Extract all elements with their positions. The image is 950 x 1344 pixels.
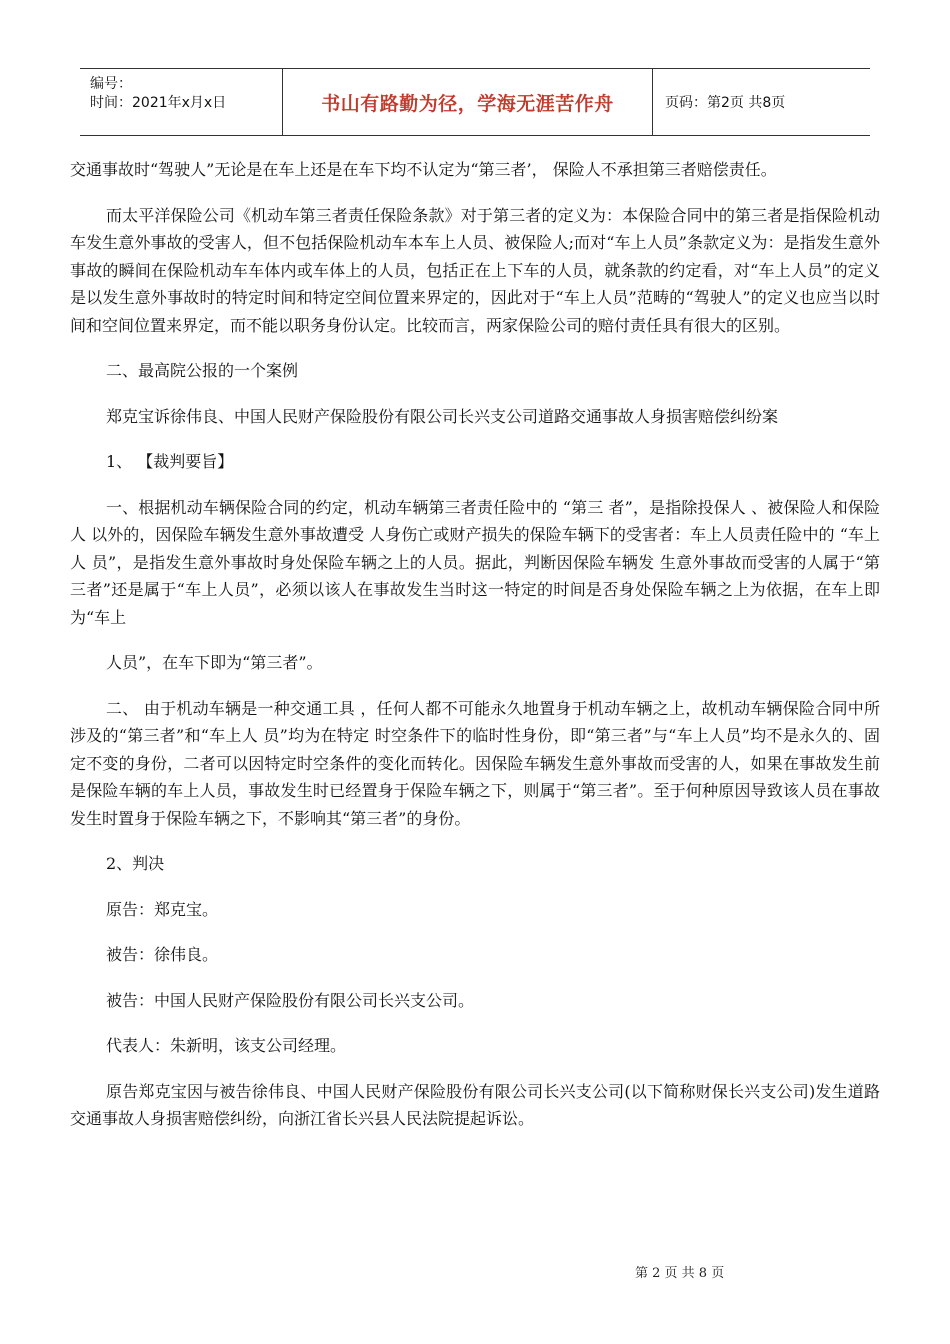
paragraph-ruling-point-one-end: 人员”，在车下即为“第三者”。 bbox=[106, 653, 323, 672]
header-meta bbox=[80, 69, 283, 135]
header-page-label: 页码：第2页 共8页 bbox=[665, 95, 786, 111]
paragraph-third-party-continuation: 交通事故时“驾驶人”无论是在车上还是在车下均不认定为“第三者’， 保险人不承担第三者赔偿责任。 bbox=[70, 160, 777, 179]
paragraph-case-title: 郑克宝诉徐伟良、中国人民财产保险股份有限公司长兴支公司道路交通事故人身损害赔偿纠纷案 bbox=[106, 406, 779, 426]
party-defendant-one: 被告：徐伟良。 bbox=[106, 945, 219, 964]
party-representative: 代表人：朱新明，该支公司经理。 bbox=[106, 1036, 347, 1055]
paragraph-cpic-definition: 而太平洋保险公司《机动车第三者责任保险条款》对于第三者的定义为：本保险合同中的第三者是指保险机动车发生意外事故的受害人，但不包括保险机动车本车上人员、被保险人;而对“车上人员”条款定义为：是指发生意外事故的瞬间在保险机动车车体内或车体上的人员，包括正在上下车的人员，就条款的约定看，对“车上人员”的定义是以发生意外事故时的特定时间和特定空间位置来界定的，因此对于“车上人员”范畴的“驾驶人”的定义也应当以时间和空间位置来界定，而不能以职务身份认定。比较而言，两家保险公司的赔付责任具有很大的区别。 bbox=[70, 205, 880, 335]
paragraph-ruling-point-two: 二、 由于机动车辆是一种交通工具 ，任何人都不可能永久地置身于机动车辆之上，故机动车辆保险合同中所涉及的“第三者”和“车上人 员”均为在特定 时空条件下的临时性身份，即“第三者”与“车上人员”均不是永久的、固定不变的身份，二者可以因特定时空条件的变化而转化。因保险车辆发生意外事故而受害的人，如果在事故发生前是保险车辆的车上人员，事故发生时已经置身于保险车辆之下，则属于“第三者”。至于何种原因导致该人员在事故发生时置身于保险车辆之下，不影响其“第三者”的身份。 bbox=[70, 698, 880, 828]
party-plaintiff: 原告：郑克宝。 bbox=[106, 899, 219, 919]
header-time-label: 时间：2021年x月x日 bbox=[90, 95, 227, 111]
subheading-judgment: 2、判决 bbox=[106, 854, 165, 873]
page-header bbox=[80, 68, 870, 136]
paragraph-case-intro: 原告郑克宝因与被告徐伟良、中国人民财产保险股份有限公司长兴支公司(以下简称财保长兴支公司)发生道路交通事故人身损害赔偿纠纷，向浙江省长兴县人民法院提起诉讼。 bbox=[70, 1081, 880, 1128]
page-footer: 第 2 页 共 8 页 bbox=[635, 1266, 725, 1281]
document-body bbox=[70, 156, 880, 1151]
header-motto: 书山有路勤为径，学海无涯苦作舟 bbox=[283, 69, 653, 135]
paragraph-ruling-point-one: 一、根据机动车辆保险合同的约定，机动车辆第三者责任险中的 “第三 者”，是指除投保人 、被保险人和保险人 以外的，因保险车辆发生意外事故遭受 人身伤亡或财产损失的保险车辆下的受害者：车上人员责任险中的 “车上人 员”，是指发生意外事故时身处保险车辆之上的人员。据此，判断因保险车辆发 生意外事故而受害的人属于“第三者”还是属于“车上人员”，必须以该人在事故发生当时这一特定的时间是否身处保险车辆之上为依据，在车上即为“车上 bbox=[70, 497, 880, 627]
subheading-ruling-points: 1、 【裁判要旨】 bbox=[106, 452, 234, 471]
party-defendant-two: 被告：中国人民财产保险股份有限公司长兴支公司。 bbox=[106, 990, 475, 1010]
header-number-label: 编号： bbox=[90, 76, 132, 92]
section-heading-supreme-court-case: 二、最高院公报的一个案例 bbox=[106, 361, 299, 380]
